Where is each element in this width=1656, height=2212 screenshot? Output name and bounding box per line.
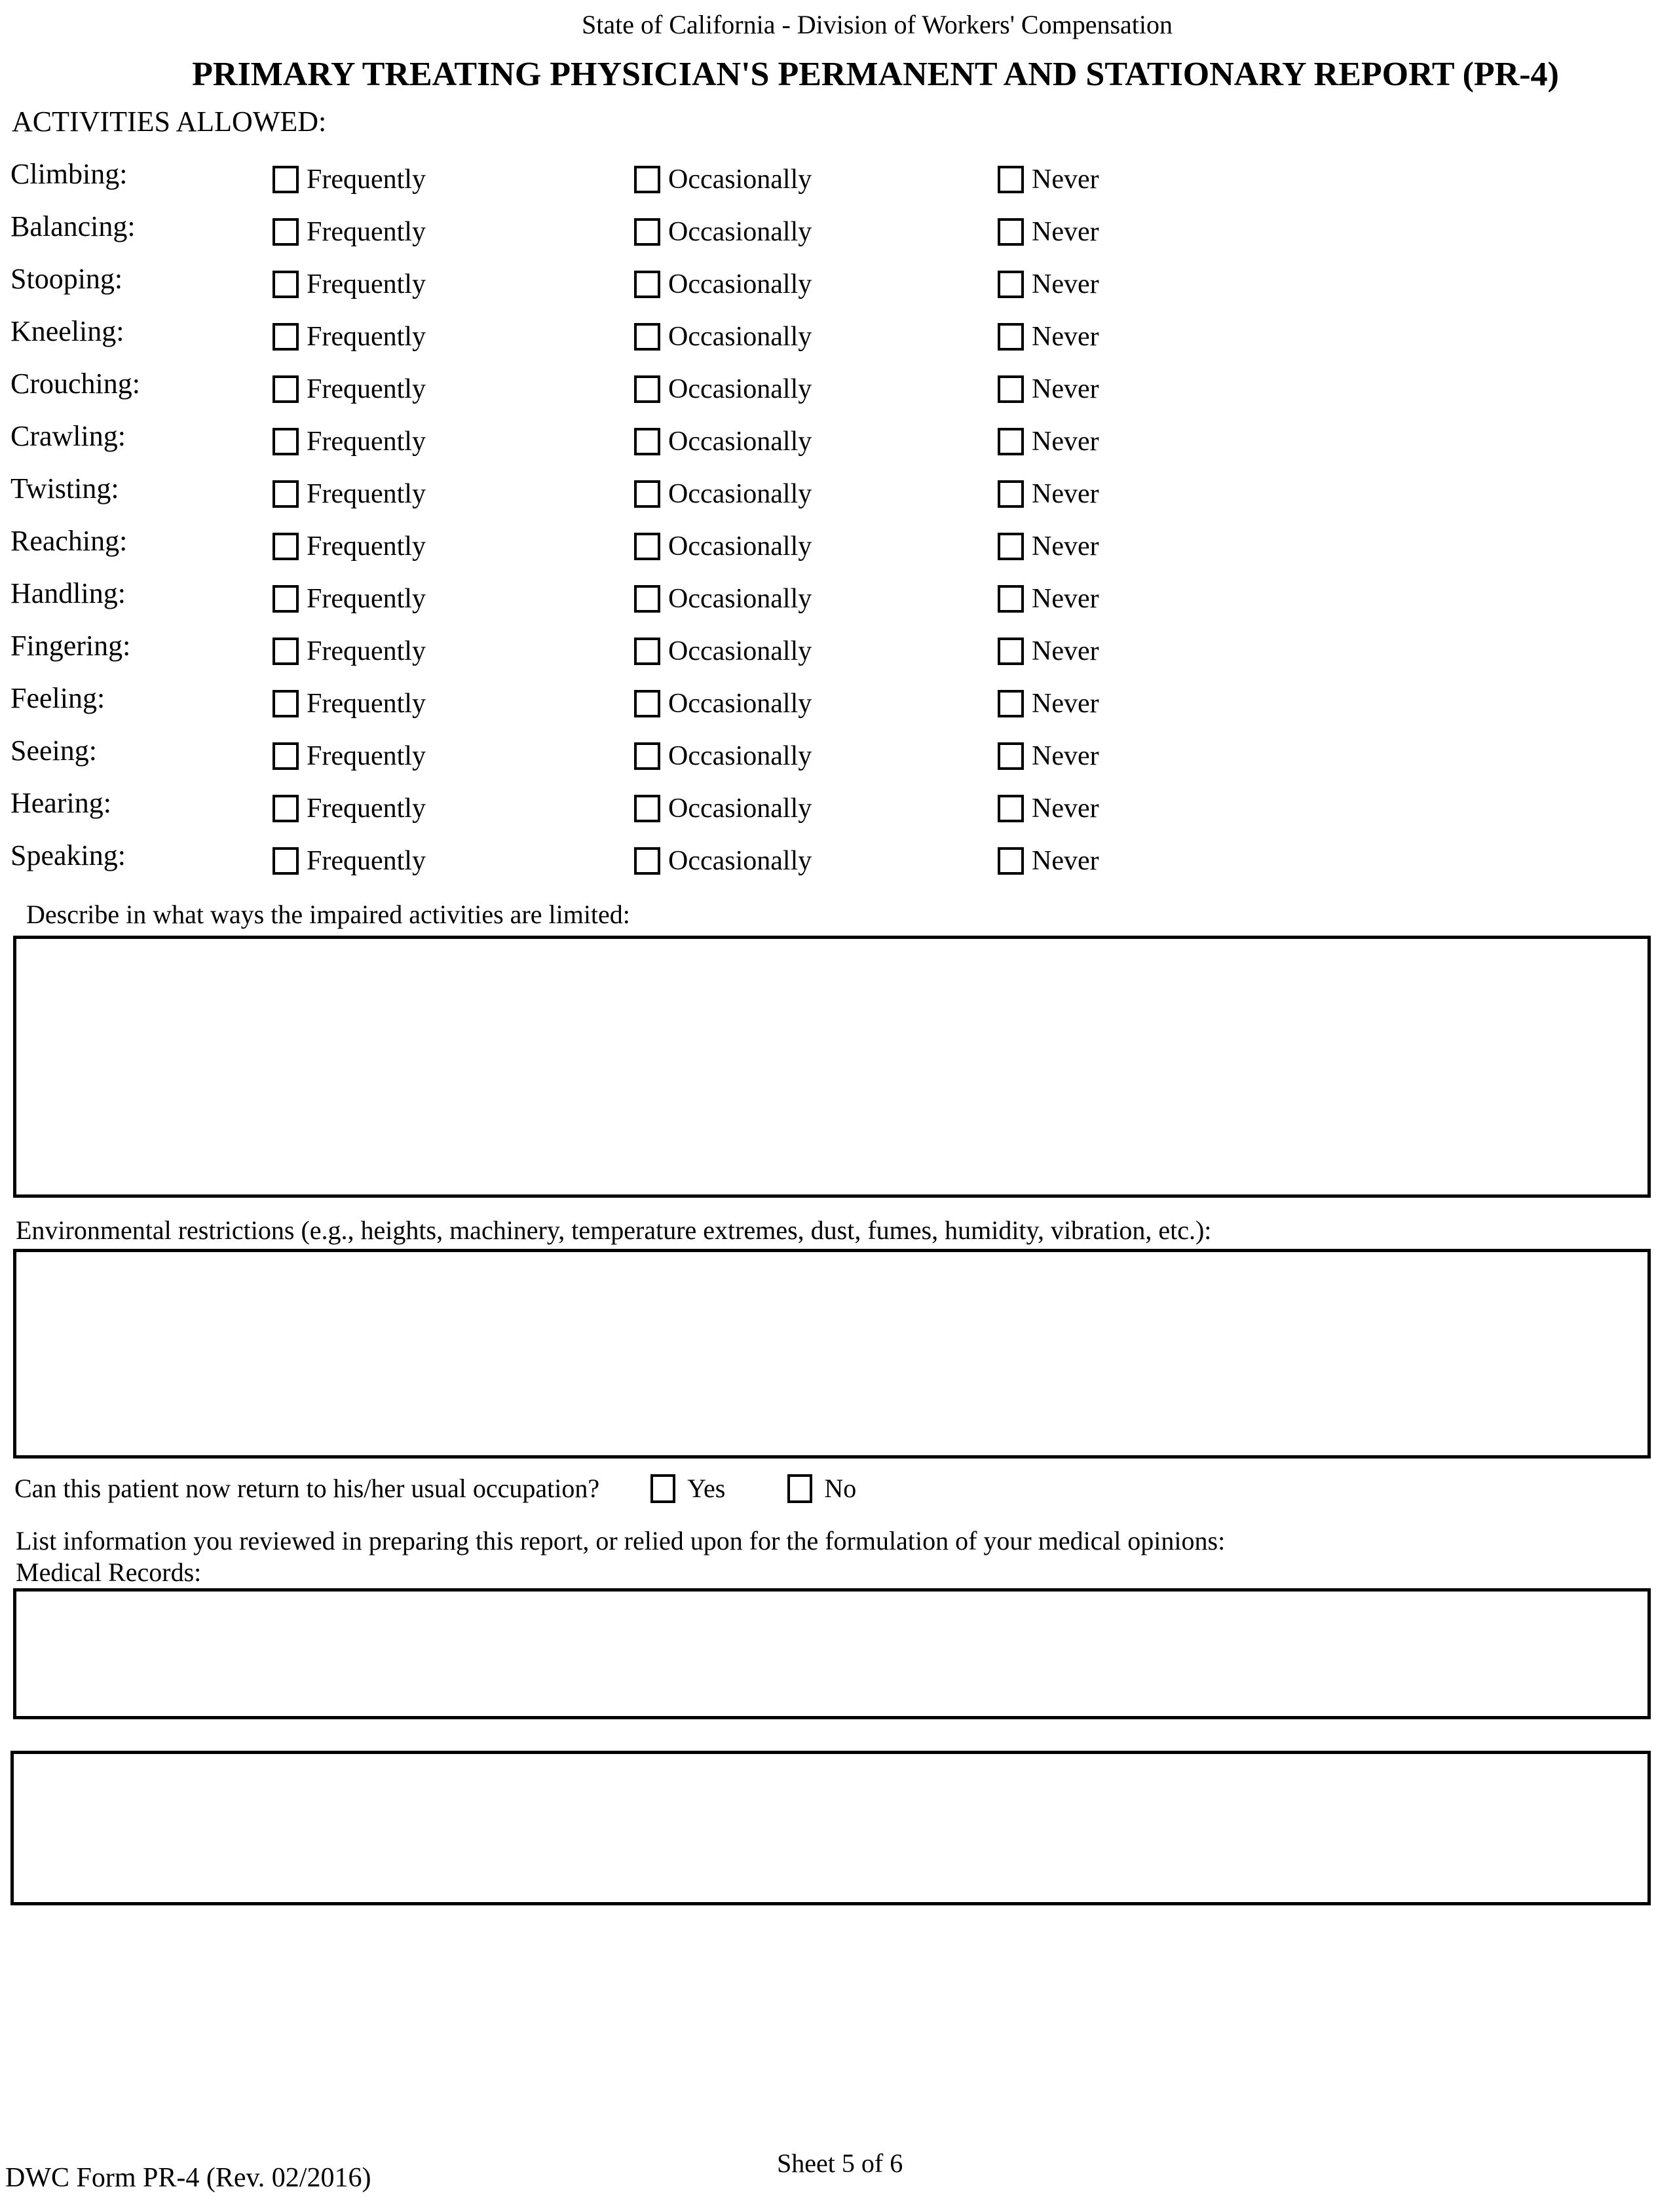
option-frequently[interactable]	[273, 636, 426, 667]
option-never[interactable]	[998, 740, 1099, 772]
frequently-label: Frequently	[307, 689, 426, 719]
option-occasionally[interactable]	[634, 793, 812, 824]
occasionally-checkbox[interactable]	[634, 742, 660, 770]
option-never[interactable]	[998, 269, 1099, 300]
never-checkbox[interactable]	[998, 690, 1024, 717]
frequently-label: Frequently	[307, 269, 426, 299]
frequently-label: Frequently	[307, 322, 426, 352]
activity-row	[0, 681, 1656, 734]
activity-label: Balancing:	[10, 210, 136, 242]
never-label: Never	[1032, 846, 1099, 876]
occasionally-label: Occasionally	[668, 269, 812, 299]
occasionally-label: Occasionally	[668, 374, 812, 404]
never-label: Never	[1032, 427, 1099, 457]
frequently-checkbox[interactable]	[273, 585, 299, 613]
environmental-restrictions-input[interactable]	[16, 1252, 1647, 1455]
occasionally-checkbox[interactable]	[634, 638, 660, 665]
activity-label: Climbing:	[10, 158, 128, 190]
frequently-label: Frequently	[307, 164, 426, 195]
frequently-label: Frequently	[307, 584, 426, 614]
activity-label: Handling:	[10, 577, 126, 609]
never-checkbox[interactable]	[998, 375, 1024, 403]
never-checkbox[interactable]	[998, 166, 1024, 193]
activities-heading: ACTIVITIES ALLOWED:	[12, 105, 327, 138]
option-occasionally[interactable]	[634, 740, 812, 772]
frequently-checkbox[interactable]	[273, 323, 299, 351]
frequently-label: Frequently	[307, 531, 426, 562]
frequently-label: Frequently	[307, 427, 426, 457]
activity-label: Kneeling:	[10, 315, 124, 347]
frequently-checkbox[interactable]	[273, 795, 299, 822]
option-never[interactable]	[998, 321, 1099, 353]
frequently-checkbox[interactable]	[273, 375, 299, 403]
never-label: Never	[1032, 269, 1099, 299]
never-checkbox[interactable]	[998, 533, 1024, 560]
never-checkbox[interactable]	[998, 271, 1024, 298]
frequently-checkbox[interactable]	[273, 847, 299, 875]
option-never[interactable]	[998, 793, 1099, 824]
frequently-label: Frequently	[307, 636, 426, 666]
never-checkbox[interactable]	[998, 638, 1024, 665]
activity-row	[0, 367, 1656, 419]
activity-row	[0, 419, 1656, 472]
never-label: Never	[1032, 374, 1099, 404]
activity-row	[0, 524, 1656, 577]
frequently-checkbox[interactable]	[273, 742, 299, 770]
option-occasionally[interactable]	[634, 373, 812, 405]
never-label: Never	[1032, 531, 1099, 562]
option-occasionally[interactable]	[634, 216, 812, 248]
environmental-restrictions-label: Environmental restrictions (e.g., heights, machinery, temperature extremes, dust, fumes, humidity, vibration, etc.):	[16, 1215, 1212, 1245]
occasionally-label: Occasionally	[668, 531, 812, 562]
frequently-checkbox[interactable]	[273, 218, 299, 246]
never-checkbox[interactable]	[998, 428, 1024, 455]
option-never[interactable]	[998, 583, 1099, 615]
activity-label: Seeing:	[10, 734, 97, 767]
occasionally-checkbox[interactable]	[634, 166, 660, 193]
occasionally-checkbox[interactable]	[634, 533, 660, 560]
option-frequently[interactable]	[273, 426, 426, 457]
option-frequently[interactable]	[273, 373, 426, 405]
frequently-checkbox[interactable]	[273, 690, 299, 717]
frequently-checkbox[interactable]	[273, 428, 299, 455]
never-label: Never	[1032, 689, 1099, 719]
never-label: Never	[1032, 322, 1099, 352]
never-checkbox[interactable]	[998, 585, 1024, 613]
option-never[interactable]	[998, 373, 1099, 405]
frequently-label: Frequently	[307, 374, 426, 404]
activity-row	[0, 577, 1656, 629]
option-frequently[interactable]	[273, 478, 426, 510]
occasionally-checkbox[interactable]	[634, 218, 660, 246]
option-never[interactable]	[998, 164, 1099, 195]
occasionally-checkbox[interactable]	[634, 690, 660, 717]
environmental-restrictions-box[interactable]	[13, 1249, 1651, 1459]
activity-label: Crouching:	[10, 368, 140, 400]
never-label: Never	[1032, 164, 1099, 195]
frequently-checkbox[interactable]	[273, 638, 299, 665]
impaired-limits-label: Describe in what ways the impaired activities are limited:	[26, 900, 630, 929]
occasionally-label: Occasionally	[668, 584, 812, 614]
activity-row	[0, 157, 1656, 210]
occasionally-label: Occasionally	[668, 741, 812, 771]
occasionally-label: Occasionally	[668, 164, 812, 195]
frequently-checkbox[interactable]	[273, 271, 299, 298]
option-frequently[interactable]	[273, 269, 426, 300]
option-frequently[interactable]	[273, 531, 426, 562]
frequently-label: Frequently	[307, 217, 426, 247]
never-checkbox[interactable]	[998, 847, 1024, 875]
occasionally-label: Occasionally	[668, 636, 812, 666]
option-occasionally[interactable]	[634, 478, 812, 510]
option-frequently[interactable]	[273, 583, 426, 615]
occasionally-checkbox[interactable]	[634, 847, 660, 875]
option-frequently[interactable]	[273, 740, 426, 772]
occasionally-checkbox[interactable]	[634, 480, 660, 508]
occasionally-label: Occasionally	[668, 217, 812, 247]
occasionally-checkbox[interactable]	[634, 428, 660, 455]
option-frequently[interactable]	[273, 793, 426, 824]
return-no-label: No	[824, 1474, 857, 1503]
occasionally-checkbox[interactable]	[634, 375, 660, 403]
occasionally-checkbox[interactable]	[634, 795, 660, 822]
impaired-limits-box[interactable]	[13, 936, 1651, 1198]
never-label: Never	[1032, 636, 1099, 666]
never-label: Never	[1032, 217, 1099, 247]
return-no-checkbox[interactable]	[787, 1474, 812, 1503]
occasionally-checkbox[interactable]	[634, 585, 660, 613]
return-yes-label: Yes	[687, 1474, 726, 1503]
option-never[interactable]	[998, 531, 1099, 562]
activity-row	[0, 262, 1656, 315]
option-never[interactable]	[998, 636, 1099, 667]
option-never[interactable]	[998, 845, 1099, 877]
option-occasionally[interactable]	[634, 688, 812, 719]
option-occasionally[interactable]	[634, 426, 812, 457]
option-occasionally[interactable]	[634, 164, 812, 195]
never-checkbox[interactable]	[998, 323, 1024, 351]
option-never[interactable]	[998, 688, 1099, 719]
activity-label: Stooping:	[10, 263, 123, 295]
frequently-label: Frequently	[307, 793, 426, 824]
activity-label: Feeling:	[10, 682, 105, 714]
frequently-checkbox[interactable]	[273, 533, 299, 560]
option-never[interactable]	[998, 426, 1099, 457]
activity-row	[0, 210, 1656, 262]
return-yes-checkbox[interactable]	[650, 1474, 675, 1503]
never-checkbox[interactable]	[998, 218, 1024, 246]
option-occasionally[interactable]	[634, 636, 812, 667]
option-frequently[interactable]	[273, 321, 426, 353]
activity-label: Hearing:	[10, 787, 111, 819]
occasionally-label: Occasionally	[668, 322, 812, 352]
activity-row	[0, 734, 1656, 786]
option-never[interactable]	[998, 478, 1099, 510]
activity-label: Reaching:	[10, 525, 128, 557]
medical-records-label: Medical Records:	[16, 1557, 202, 1587]
job-description-box[interactable]	[10, 1751, 1651, 1905]
agency-header: State of California - Division of Workers' Compensation	[582, 10, 1173, 39]
reviewed-info-intro: List information you reviewed in preparing this report, or relied upon for the formulation of your medical opinions:	[16, 1526, 1226, 1555]
frequently-checkbox[interactable]	[273, 480, 299, 508]
frequently-label: Frequently	[307, 846, 426, 876]
activity-label: Crawling:	[10, 420, 126, 452]
frequently-label: Frequently	[307, 479, 426, 509]
occasionally-label: Occasionally	[668, 793, 812, 824]
never-label: Never	[1032, 479, 1099, 509]
activity-row	[0, 472, 1656, 524]
never-label: Never	[1032, 584, 1099, 614]
activity-label: Fingering:	[10, 630, 131, 662]
option-frequently[interactable]	[273, 688, 426, 719]
sheet-number: Sheet 5 of 6	[777, 2148, 903, 2178]
option-frequently[interactable]	[273, 216, 426, 248]
activity-label: Speaking:	[10, 839, 126, 871]
option-occasionally[interactable]	[634, 321, 812, 353]
activity-label: Twisting:	[10, 472, 119, 505]
occasionally-checkbox[interactable]	[634, 323, 660, 351]
never-label: Never	[1032, 793, 1099, 824]
never-label: Never	[1032, 741, 1099, 771]
impaired-limits-input[interactable]	[16, 939, 1647, 1194]
option-never[interactable]	[998, 216, 1099, 248]
never-checkbox[interactable]	[998, 742, 1024, 770]
medical-records-box[interactable]	[13, 1588, 1651, 1719]
medical-records-input[interactable]	[16, 1592, 1647, 1716]
activity-row	[0, 629, 1656, 681]
frequently-checkbox[interactable]	[273, 166, 299, 193]
occasionally-label: Occasionally	[668, 846, 812, 876]
form-id-footer: DWC Form PR-4 (Rev. 02/2016)	[5, 2163, 371, 2193]
form-title: PRIMARY TREATING PHYSICIAN'S PERMANENT AND STATIONARY REPORT (PR-4)	[192, 56, 1559, 93]
return-to-work-row	[14, 1473, 856, 1504]
option-occasionally[interactable]	[634, 845, 812, 877]
option-frequently[interactable]	[273, 164, 426, 195]
occasionally-label: Occasionally	[668, 427, 812, 457]
option-occasionally[interactable]	[634, 531, 812, 562]
never-checkbox[interactable]	[998, 480, 1024, 508]
occasionally-checkbox[interactable]	[634, 271, 660, 298]
activity-row	[0, 315, 1656, 367]
occasionally-label: Occasionally	[668, 689, 812, 719]
job-description-input[interactable]	[14, 1754, 1647, 1902]
return-to-work-question: Can this patient now return to his/her usual occupation?	[14, 1474, 600, 1503]
occasionally-label: Occasionally	[668, 479, 812, 509]
activity-row	[0, 786, 1656, 839]
option-frequently[interactable]	[273, 845, 426, 877]
option-occasionally[interactable]	[634, 583, 812, 615]
option-occasionally[interactable]	[634, 269, 812, 300]
never-checkbox[interactable]	[998, 795, 1024, 822]
activity-row	[0, 839, 1656, 891]
frequently-label: Frequently	[307, 741, 426, 771]
